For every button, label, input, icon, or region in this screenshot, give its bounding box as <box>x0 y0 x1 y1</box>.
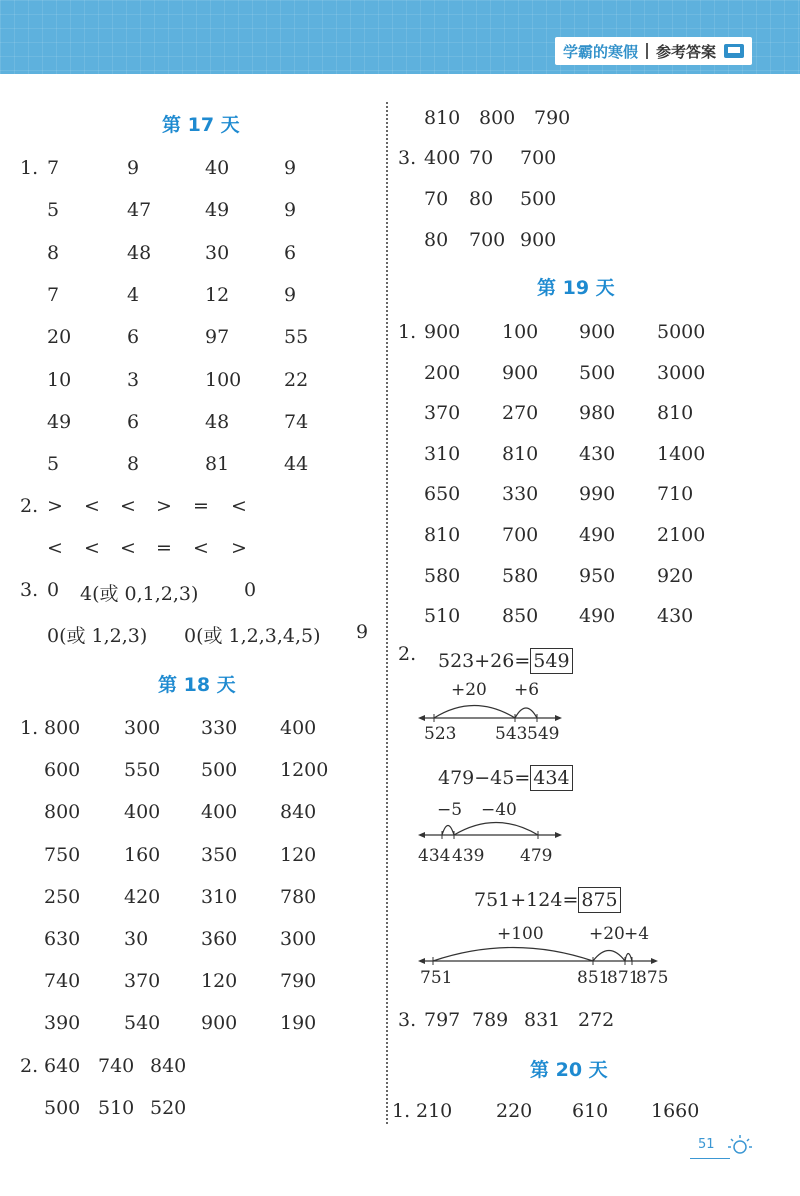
grid-cell: 700 <box>520 147 557 169</box>
grid-cell: 70 <box>469 147 494 169</box>
grid-cell: 9 <box>284 199 297 222</box>
grid-cell: 9 <box>127 157 140 179</box>
grid-cell: 400 <box>280 717 317 739</box>
grid-cell: 580 <box>424 564 461 587</box>
grid-cell: 70 <box>424 188 449 210</box>
grid-cell: < <box>84 537 100 559</box>
grid-cell: 780 <box>280 885 317 908</box>
grid-cell: < <box>84 495 100 517</box>
grid-cell: 650 <box>424 483 461 506</box>
nl3-expression: 751+124= 875 <box>474 889 621 911</box>
nl2-expression: 479−45= 434 <box>438 767 573 789</box>
nl1-answer-box: 549 <box>530 648 572 674</box>
grid-cell: 500 <box>44 1097 81 1119</box>
grid-cell: 430 <box>657 605 694 628</box>
grid-cell: 810 <box>424 524 461 546</box>
nl2-point: 479 <box>520 846 553 866</box>
grid-cell: 370 <box>424 402 461 425</box>
day20-title: 第 20 天 <box>530 1059 608 1081</box>
grid-cell: = <box>156 537 172 559</box>
nl2-point: 434 <box>418 846 451 866</box>
grid-cell: 500 <box>201 759 238 782</box>
grid-cell: 520 <box>150 1097 187 1119</box>
day17-q2-label: 2. <box>20 495 39 517</box>
grid-cell: 810 <box>657 402 694 425</box>
day20-q1-label: 1. <box>392 1100 411 1122</box>
row-value: 1660 <box>651 1100 700 1122</box>
grid-cell: 350 <box>201 843 238 866</box>
grid-cell: 6 <box>127 410 140 433</box>
grid-cell: 980 <box>579 402 616 425</box>
grid-cell: 750 <box>44 843 81 866</box>
row-value: 210 <box>416 1100 453 1122</box>
page-number-underline <box>690 1158 730 1159</box>
grid-cell: 6 <box>284 241 297 264</box>
grid-cell: 600 <box>44 759 81 782</box>
grid-cell: 5 <box>47 453 60 476</box>
row-value: 831 <box>524 1009 561 1031</box>
grid-cell: 640 <box>44 1055 81 1077</box>
grid-cell: 900 <box>424 321 461 343</box>
grid-cell: 22 <box>284 368 309 391</box>
grid-cell: < <box>120 537 136 559</box>
row-value: 610 <box>572 1100 609 1122</box>
grid-cell: 710 <box>657 483 694 506</box>
grid-cell: 300 <box>280 928 317 950</box>
grid-cell: 810 <box>424 107 461 129</box>
grid-cell: 44 <box>284 453 309 476</box>
grid-cell: 430 <box>579 442 616 465</box>
nl1-expression: 523+26= 549 <box>438 650 573 672</box>
day19-q2-label: 2. <box>398 643 417 665</box>
grid-cell: 510 <box>98 1097 135 1119</box>
grid-cell: 9 <box>284 283 297 306</box>
day18-q2-label: 2. <box>20 1055 39 1077</box>
grid-cell: 250 <box>44 885 81 908</box>
grid-cell: 9 <box>284 157 297 179</box>
grid-cell: 7 <box>47 157 60 179</box>
grid-cell: 2100 <box>657 524 706 546</box>
grid-cell: 330 <box>201 717 238 739</box>
nl3-line <box>418 938 668 968</box>
grid-cell: 81 <box>205 453 230 476</box>
sun-icon <box>728 1133 754 1157</box>
nl3-point: 871 <box>607 968 640 988</box>
nl3-answer-box: 875 <box>578 887 620 913</box>
nl1-line <box>418 695 568 725</box>
grid-cell: 400 <box>424 147 461 169</box>
nl1-point: 549 <box>527 724 560 744</box>
grid-cell: 3 <box>127 368 140 391</box>
grid-cell: < <box>231 495 247 517</box>
grid-cell: 700 <box>469 229 506 251</box>
grid-cell: 97 <box>205 326 230 349</box>
day17-q3-value: 0 <box>244 579 257 601</box>
grid-cell: 30 <box>124 928 149 950</box>
grid-cell: 310 <box>424 442 461 465</box>
grid-cell: 700 <box>502 524 539 546</box>
header-bar <box>0 0 800 74</box>
day17-q3-value: 0 <box>47 579 60 601</box>
nl1-point: 523 <box>424 724 457 744</box>
grid-cell: 500 <box>520 188 557 210</box>
grid-cell: 80 <box>469 188 494 210</box>
grid-cell: 900 <box>201 1012 238 1035</box>
grid-cell: 800 <box>44 801 81 824</box>
grid-cell: 740 <box>44 970 81 993</box>
grid-cell: 490 <box>579 524 616 546</box>
grid-cell: 55 <box>284 326 309 349</box>
grid-cell: 48 <box>127 241 152 264</box>
nl3-step: +100 <box>497 924 544 944</box>
grid-cell: < <box>47 537 63 559</box>
grid-cell: 48 <box>205 410 230 433</box>
grid-cell: 900 <box>520 229 557 251</box>
grid-cell: > <box>231 537 247 559</box>
grid-cell: 800 <box>479 107 516 129</box>
nl2-line <box>418 812 568 842</box>
grid-cell: 790 <box>280 970 317 993</box>
grid-cell: 400 <box>124 801 161 824</box>
day17-title: 第 17 天 <box>162 114 240 136</box>
nl2-answer-box: 434 <box>530 765 572 791</box>
grid-cell: 10 <box>47 368 72 391</box>
grid-cell: 900 <box>579 321 616 343</box>
day19-q1-label: 1. <box>398 321 417 343</box>
nl3-point: 751 <box>420 968 453 988</box>
grid-cell: 800 <box>44 717 81 739</box>
nl3-point: 875 <box>636 968 669 988</box>
row-value: 220 <box>496 1100 533 1122</box>
grid-cell: > <box>47 495 63 517</box>
grid-cell: 20 <box>47 326 72 349</box>
grid-cell: 790 <box>534 107 571 129</box>
day17-q1-label: 1. <box>20 157 39 179</box>
grid-cell: 5 <box>47 199 60 222</box>
grid-cell: 840 <box>150 1055 187 1077</box>
grid-cell: 400 <box>201 801 238 824</box>
grid-cell: 500 <box>579 361 616 384</box>
page-number: 51 <box>698 1137 715 1152</box>
day18-title: 第 18 天 <box>158 674 236 696</box>
nl3-point: 851 <box>577 968 610 988</box>
column-divider <box>386 102 388 1124</box>
grid-cell: 740 <box>98 1055 135 1077</box>
grid-cell: 510 <box>424 605 461 628</box>
grid-cell: 1200 <box>280 759 329 782</box>
header-separator <box>646 43 648 59</box>
day17-q3-label: 3. <box>20 579 39 601</box>
grid-cell: 360 <box>201 928 238 950</box>
grid-cell: 920 <box>657 564 694 587</box>
section-title: 参考答案 <box>655 42 716 61</box>
nl3-step: +4 <box>624 924 650 944</box>
day19-title: 第 19 天 <box>537 277 615 299</box>
grid-cell: < <box>193 537 209 559</box>
grid-cell: 550 <box>124 759 161 782</box>
grid-cell: 120 <box>280 843 317 866</box>
grid-cell: 160 <box>124 843 161 866</box>
grid-cell: 74 <box>284 410 309 433</box>
grid-cell: 47 <box>127 199 152 222</box>
grid-cell: 100 <box>502 321 539 343</box>
grid-cell: 3000 <box>657 361 706 384</box>
grid-cell: 6 <box>127 326 140 349</box>
day18-q1-label: 1. <box>20 717 39 739</box>
header-title-box <box>555 37 752 65</box>
nl2-step: −5 <box>437 800 463 820</box>
grid-cell: 1400 <box>657 442 706 465</box>
grid-cell: < <box>120 495 136 517</box>
grid-cell: 370 <box>124 970 161 993</box>
grid-cell: 4 <box>127 283 140 306</box>
grid-cell: 420 <box>124 885 161 908</box>
day18-q3-label: 3. <box>398 147 417 169</box>
grid-cell: 310 <box>201 885 238 908</box>
grid-cell: 30 <box>205 241 230 264</box>
grid-cell: > <box>156 495 172 517</box>
grid-cell: 840 <box>280 801 317 824</box>
grid-cell: 900 <box>502 361 539 384</box>
nl2-step: −40 <box>481 800 517 820</box>
grid-cell: 190 <box>280 1012 317 1035</box>
row-value: 272 <box>578 1009 615 1031</box>
grid-cell: 7 <box>47 283 60 306</box>
nl2-point: 439 <box>452 846 485 866</box>
grid-cell: 100 <box>205 368 242 391</box>
grid-cell: 390 <box>44 1012 81 1035</box>
row-value: 797 <box>424 1009 461 1031</box>
grid-cell: 49 <box>47 410 72 433</box>
brand-name: 学霸的寒假 <box>562 42 638 61</box>
grid-cell: 580 <box>502 564 539 587</box>
grid-cell: 5000 <box>657 321 706 343</box>
book-icon <box>724 44 744 58</box>
day17-q3-value: 4(或 0,1,2,3) <box>80 583 199 605</box>
grid-cell: 120 <box>201 970 238 993</box>
day17-q3-value: 0(或 1,2,3,4,5) <box>184 625 321 647</box>
grid-cell: 630 <box>44 928 81 950</box>
day17-q3-value: 0(或 1,2,3) <box>47 625 148 647</box>
grid-cell: 49 <box>205 199 230 222</box>
grid-cell: 8 <box>47 241 60 264</box>
nl3-step: +20 <box>589 924 625 944</box>
grid-cell: 300 <box>124 717 161 739</box>
day19-q3-label: 3. <box>398 1009 417 1031</box>
grid-cell: 330 <box>502 483 539 506</box>
grid-cell: 12 <box>205 283 230 306</box>
grid-cell: = <box>193 495 209 517</box>
nl1-step: +20 <box>451 680 487 700</box>
grid-cell: 540 <box>124 1012 161 1035</box>
grid-cell: 950 <box>579 564 616 587</box>
grid-cell: 850 <box>502 605 539 628</box>
grid-cell: 990 <box>579 483 616 506</box>
grid-cell: 80 <box>424 229 449 251</box>
day17-q3-value: 9 <box>356 621 369 643</box>
nl1-step: +6 <box>514 680 540 700</box>
row-value: 789 <box>472 1009 509 1031</box>
grid-cell: 8 <box>127 453 140 476</box>
grid-cell: 270 <box>502 402 539 425</box>
grid-cell: 40 <box>205 157 230 179</box>
grid-cell: 810 <box>502 442 539 465</box>
grid-cell: 490 <box>579 605 616 628</box>
nl1-point: 543 <box>495 724 528 744</box>
grid-cell: 200 <box>424 361 461 384</box>
